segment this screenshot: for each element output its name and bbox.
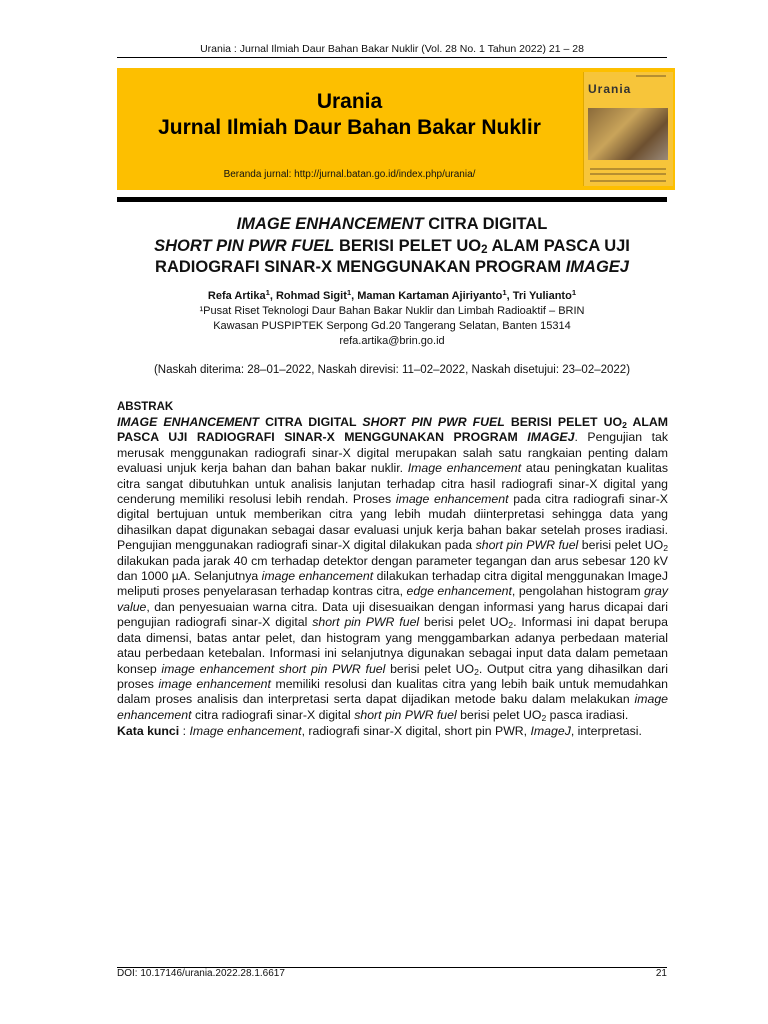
text-segment: , interpretasi. bbox=[570, 724, 642, 738]
text-segment: image enhancement bbox=[158, 676, 271, 691]
address: Kawasan PUSPIPTEK Serpong Gd.20 Tangerang Selatan, Banten 15314 bbox=[213, 320, 571, 332]
text-segment: citra radiografi sinar-X digital bbox=[191, 707, 355, 722]
text-segment: ALAM PASCA UJI bbox=[487, 236, 630, 255]
text-segment: gray value bbox=[117, 584, 668, 614]
page-number: 21 bbox=[655, 968, 667, 979]
text-segment: , Rohmad Sigit bbox=[269, 290, 347, 302]
text-segment: CITRA DIGITAL bbox=[423, 215, 548, 233]
text-segment: dilakukan pada jarak 40 cm terhadap detektor dengan parameter tegangan dan arus sebesar 120 kV dan 1000 µA. Selanjutnya bbox=[117, 553, 668, 584]
text-segment: , radiografi sinar-X digital, short pin PWR, bbox=[301, 724, 531, 738]
text-segment: short pin PWR fuel bbox=[475, 538, 579, 553]
cover-photo bbox=[588, 108, 668, 160]
running-header: Urania : Jurnal Ilmiah Daur Bahan Bakar Nuklir (Vol. 28 No. 1 Tahun 2022) 21 – 28 bbox=[200, 43, 584, 55]
text-segment: Image enhancement bbox=[189, 724, 302, 738]
journal-cover-image: Urania bbox=[583, 72, 673, 186]
manuscript-dates: (Naskah diterima: 28–01–2022, Naskah direvisi: 11–02–2022, Naskah disetujui: 23–02–2022) bbox=[153, 364, 631, 376]
text-segment: berisi pelet UO bbox=[419, 615, 509, 630]
text-segment: image enhancement short pin PWR fuel bbox=[161, 661, 386, 676]
text-segment: IMAGEJ bbox=[565, 258, 629, 276]
text-segment: 2 bbox=[508, 620, 514, 631]
text-segment: image enhancement bbox=[261, 569, 374, 584]
text-segment: Refa Artika bbox=[207, 290, 266, 302]
text-segment: 2 bbox=[663, 543, 669, 554]
text-segment: 1 bbox=[346, 288, 352, 297]
text-segment: : bbox=[179, 724, 190, 738]
text-segment: IMAGE ENHANCEMENT bbox=[117, 415, 260, 429]
text-segment: pasca iradiasi. bbox=[546, 707, 629, 722]
banner-rule bbox=[117, 197, 667, 202]
text-segment: BERISI PELET UO bbox=[504, 415, 623, 429]
text-segment: 1 bbox=[502, 288, 507, 297]
text-segment: IMAGEJ bbox=[527, 430, 575, 445]
text-segment: 2 bbox=[481, 243, 488, 256]
text-segment: short pin PWR fuel bbox=[312, 615, 420, 630]
journal-banner bbox=[117, 68, 675, 190]
text-segment: RADIOGRAFI SINAR-X MENGGUNAKAN PROGRAM bbox=[155, 258, 566, 276]
doi[interactable]: DOI: 10.17146/urania.2022.28.1.6617 bbox=[117, 968, 285, 979]
text-segment: image enhancement bbox=[117, 692, 668, 722]
text-segment: 2 bbox=[541, 712, 547, 723]
abstract-body bbox=[117, 415, 668, 723]
journal-homepage[interactable]: Beranda jurnal: http://jurnal.batan.go.id/index.php/urania/ bbox=[223, 169, 476, 180]
affiliation: ¹Pusat Riset Teknologi Daur Bahan Bakar Nuklir dan Limbah Radioaktif – BRIN bbox=[199, 305, 585, 317]
text-segment: , Maman Kartaman Ajiriyanto bbox=[351, 290, 503, 302]
text-segment: . Output citra yang dihasilkan dari proses bbox=[117, 661, 668, 691]
title-line bbox=[100, 214, 684, 236]
text-segment: . Informasi ini dapat berupa data dimensi, batas antar pelet, dan histogram yang menggambarkan adanya perbedaan material atau perbedaan ketebalan. Informasi ini selanjutnya digunakan sebagai input data dalam pemetaan konsep bbox=[117, 615, 668, 676]
text-segment: . Pengujian tak merusak menggunakan radiografi sinar-X digital merupakan salah satu rangkaian penting dalam evaluasi unjuk kerja bahan dan bahan bakar nuklir. bbox=[117, 430, 669, 476]
text-segment: berisi pelet UO bbox=[456, 707, 542, 722]
author-block bbox=[100, 289, 684, 349]
text-segment: Kata kunci bbox=[117, 724, 180, 738]
text-segment: SHORT PIN PWR FUEL bbox=[154, 236, 335, 255]
text-segment: SHORT PIN PWR FUEL bbox=[362, 415, 505, 429]
text-segment: , dan penyesuaian warna citra. Data uji disesuaikan dengan informasi yang harus dicapai dari pengujian radiografi sinar-X digital bbox=[117, 599, 668, 630]
journal-name: Urania bbox=[316, 90, 383, 113]
text-segment: 2 bbox=[474, 666, 479, 677]
text-segment: 2 bbox=[622, 420, 627, 430]
text-segment: CITRA DIGITAL bbox=[259, 415, 363, 429]
text-segment: ALAM PASCA UJI RADIOGRAFI SINAR-X MENGGUNAKAN PROGRAM bbox=[117, 415, 668, 445]
abstract-heading: ABSTRAK bbox=[117, 401, 174, 413]
text-segment: edge enhancement bbox=[406, 584, 512, 599]
title-line bbox=[100, 236, 684, 258]
text-segment: berisi pelet UO bbox=[385, 661, 475, 676]
text-segment: ImageJ bbox=[530, 724, 571, 738]
text-segment: atau peningkatan kualitas citra sangat dibutuhkan untuk analisis lanjutan terhadap citra hasil radiografi sinar-X digital yang cenderung memiliki resolusi lebih rendah. Proses bbox=[117, 461, 668, 507]
text-segment: , pengolahan histogram bbox=[511, 584, 645, 599]
text-segment: dilakukan terhadap citra digital menggunakan ImageJ meliputi proses penyelarasan terhadap kontras citra, bbox=[117, 569, 668, 599]
text-segment: 1 bbox=[571, 288, 577, 297]
text-segment: 1 bbox=[265, 288, 270, 297]
text-segment: , Tri Yulianto bbox=[506, 290, 572, 302]
text-segment: short pin PWR fuel bbox=[354, 707, 457, 722]
article-title bbox=[100, 214, 684, 279]
text-segment: IMAGE ENHANCEMENT bbox=[236, 215, 424, 233]
text-segment: pada citra radiografi sinar-X digital bertujuan untuk memberikan citra yang lebih mudah diinterpretasi sehingga data yang dihasilkan dapat digunakan sebagai dasar evaluasi unjuk kerja bahan bakar setelah proses iradiasi. Pengujian menggunakan radiografi sinar-X digital dilakukan pada bbox=[117, 492, 668, 553]
text-segment: image enhancement bbox=[395, 492, 509, 507]
text-segment: berisi pelet UO bbox=[578, 538, 664, 553]
keywords bbox=[117, 724, 668, 738]
title-line bbox=[100, 257, 684, 279]
journal-full-title: Jurnal Ilmiah Daur Bahan Bakar Nuklir bbox=[158, 116, 541, 139]
text-segment: memiliki resolusi dan kualitas citra yang lebih baik untuk memudahkan dalam proses analisis dan interpretasi serta dapat dijadikan metode baku dalam melakukan bbox=[117, 676, 669, 707]
header-rule bbox=[117, 57, 667, 58]
text-segment: Image enhancement bbox=[407, 461, 522, 476]
author-names bbox=[100, 289, 684, 304]
text-segment: BERISI PELET UO bbox=[334, 236, 482, 255]
email[interactable]: refa.artika@brin.go.id bbox=[339, 335, 445, 347]
